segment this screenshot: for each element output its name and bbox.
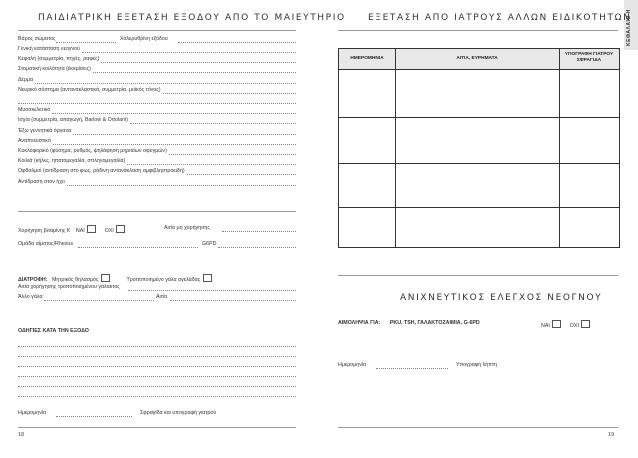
formula-checkbox[interactable] (203, 274, 212, 282)
exam-line-label: Κοιλιά (κήλες, ηπατομεγαλία, σπληνομεγαλία) (18, 158, 126, 164)
date-label: Ημερομηνία (18, 410, 47, 416)
weight-field[interactable] (56, 42, 116, 43)
exam-line-field[interactable] (52, 113, 296, 114)
exam-line-label: Δέρμα (18, 77, 34, 83)
formula-reason-label: Αιτία χορήγησης τροποποιημένου γάλακτος (18, 284, 120, 290)
screening-label: ΑΙΜΟΛΗΨΙΑ ΓΙΑ: (338, 320, 381, 326)
bilirubin-label: Χολερυθρίνη εξόδου (120, 36, 168, 42)
breastfeeding-checkbox[interactable] (101, 274, 110, 282)
screening-choice (541, 320, 591, 329)
other-milk-field[interactable] (44, 300, 154, 301)
instruction-line[interactable] (18, 366, 296, 367)
instruction-line[interactable] (18, 376, 296, 377)
other-milk-label: Άλλο γάλα (18, 294, 43, 300)
table-row-divider (339, 207, 619, 208)
exam-line-label: Κυκλοφορικό (φύσημα, ρυθμός, ψηλάφηση μηριαίων σφυγμών) (18, 148, 167, 154)
exam-line-field[interactable] (67, 185, 296, 186)
col-signature (559, 52, 619, 64)
vitamin-k-reason-label: Αιτία μη χορήγησης (164, 225, 210, 231)
exam-line-field[interactable] (82, 52, 296, 53)
exam-line-label: Κεφαλή (συμμετρία, πηγές, ραφές) (18, 56, 100, 62)
col-date: ΗΜΕΡΟΜΗΝΙΑ (350, 56, 384, 61)
diet-heading: ΔΙΑΤΡΟΦΗ: (18, 277, 48, 283)
vitamin-k-row (18, 225, 126, 234)
exam-line-label: Νευρικό σύστημα (αντανακλαστικά, συμμετρία, μυϊκός τόνος) (18, 87, 161, 93)
instruction-line[interactable] (18, 346, 296, 347)
diet-row (18, 274, 213, 283)
formula-label: Τροποποιημένο γάλα αγελάδας (126, 277, 201, 283)
exam-line-field[interactable] (187, 174, 296, 175)
table-row-divider (339, 117, 619, 118)
chapter-tab-label: ΚΕΦΑΛΑΙΟ Η (626, 9, 632, 46)
chapter-tab (624, 0, 638, 50)
exam-rule (18, 211, 296, 212)
exam-line-field[interactable] (35, 83, 296, 84)
screening-date-label: Ημερομηνία (338, 362, 367, 368)
table-column-divider (559, 49, 560, 247)
exam-line-field[interactable] (73, 134, 296, 135)
g6pd-label: G6PD (202, 241, 217, 247)
date-field[interactable] (56, 416, 132, 417)
vitamin-k-yes-checkbox[interactable] (87, 225, 96, 233)
specialists-title: ΕΞΕΤΑΣΗ ΑΠΟ ΙΑΤΡΟΥΣ ΑΛΛΩΝ ΕΙΔΙΚΟΤΗΤΩΝ (368, 13, 632, 23)
exam-line-label: Αναπνευστικό (18, 138, 51, 144)
exam-line-field[interactable] (93, 72, 296, 73)
exam-line-field[interactable] (169, 154, 296, 155)
exam-line-field[interactable] (127, 164, 296, 165)
weight-label: Βάρος σώματος (18, 36, 56, 42)
exam-line-label: Μυοσκελετικό (18, 107, 51, 113)
footer-rule (18, 427, 296, 428)
col-signature-line2: ΣΦΡΑΓΙΔΑ (576, 58, 602, 63)
bilirubin-field[interactable] (178, 42, 296, 43)
vitamin-k-label: Χορήγηση βιταμίνης Κ (18, 228, 71, 234)
exam-line-field[interactable] (130, 123, 296, 124)
blood-group-label: Ομάδα αίματος/Rhesus (18, 241, 74, 247)
screening-row (338, 320, 480, 326)
screening-title: ΑΝΙΧΝΕΥΤΙΚΟΣ ΕΛΕΓΧΟΣ ΝΕΟΓΝΟΥ (400, 293, 603, 303)
exam-line-label: Οφθαλμοί (αντίδραση στο φως, ρόδινη αντανάκλαση αμφιβληστροειδή) (18, 168, 185, 174)
exam-line-label: Στοματική κοιλότητα (έκκρίσεις) (18, 66, 91, 72)
doctor-signature-label: Σφραγίδα και υπογραφή γιατρού (140, 410, 217, 416)
specialists-table (338, 48, 620, 248)
exam-line-label: Έξω γεννητικά όργανα (18, 128, 72, 134)
breastfeeding-label: Μητρικός θηλασμός (51, 277, 99, 283)
screening-tests: PKU, TSH, ΓΑΛΑΚΤΟΖΑΙΜΙΑ, G-6PD (389, 320, 480, 326)
other-milk-cause-label: Αιτία (156, 294, 168, 300)
table-row-divider (339, 163, 619, 164)
sampler-signature-label: Υπογραφή λήπτη (456, 362, 497, 368)
title-rule (18, 30, 296, 31)
blood-group-field[interactable] (78, 247, 198, 248)
exam-line-label: Ισχία (συμμετρία, απαγωγή, Barlow & Ortolani) (18, 117, 128, 123)
vitamin-k-no-checkbox[interactable] (116, 225, 125, 233)
specialists-rule (338, 30, 618, 31)
exam-line-field[interactable] (163, 93, 296, 94)
other-milk-cause-field[interactable] (170, 300, 296, 301)
screening-no-label: ΟΧΙ (569, 323, 579, 329)
exam-line-label: Γενική κατάσταση νεογνού (18, 46, 81, 52)
screening-date-field[interactable] (376, 368, 448, 369)
exam-line-field[interactable] (101, 62, 296, 63)
col-signature-line1: ΥΠΟΓΡΑΦΗ ΓΙΑΤΡΟΥ (564, 52, 614, 57)
page-number: 18 (18, 432, 25, 438)
instruction-line[interactable] (18, 356, 296, 357)
instructions-heading: ΟΔΗΓΙΕΣ ΚΑΤΑ ΤΗΝ ΕΞΟΔΟ (18, 328, 89, 334)
exam-line-label: Αντίδραση στον ήχο (18, 179, 65, 185)
screening-top-rule (338, 275, 618, 276)
exam-line-field[interactable] (18, 103, 296, 104)
table-column-divider (395, 49, 396, 247)
screening-yes-checkbox[interactable] (552, 320, 561, 328)
page-title: ΠΑΙΔΙΑΤΡΙΚΗ ΕΞΕΤΑΣΗ ΕΞΟΔΟΥ ΑΠΟ ΤΟ ΜΑΙΕΥΤΗΡΙΟ (38, 13, 346, 23)
vitamin-k-yes-label: ΝΑΙ (75, 228, 85, 234)
page-number: 19 (608, 432, 615, 438)
screening-no-checkbox[interactable] (581, 320, 590, 328)
instruction-line[interactable] (18, 396, 296, 397)
screening-yes-label: ΝΑΙ (541, 323, 550, 329)
vitamin-k-reason-field[interactable] (222, 231, 296, 232)
instruction-line[interactable] (18, 386, 296, 387)
footer-rule (338, 427, 618, 428)
g6pd-field[interactable] (218, 247, 296, 248)
formula-reason-field[interactable] (128, 290, 296, 291)
right-page (320, 0, 638, 458)
exam-line-field[interactable] (53, 144, 296, 145)
col-reason: ΑΙΤΙΑ, ΕΥΡΗΜΑΤΑ (456, 56, 498, 61)
vitamin-k-no-label: ΟΧΙ (104, 228, 114, 234)
